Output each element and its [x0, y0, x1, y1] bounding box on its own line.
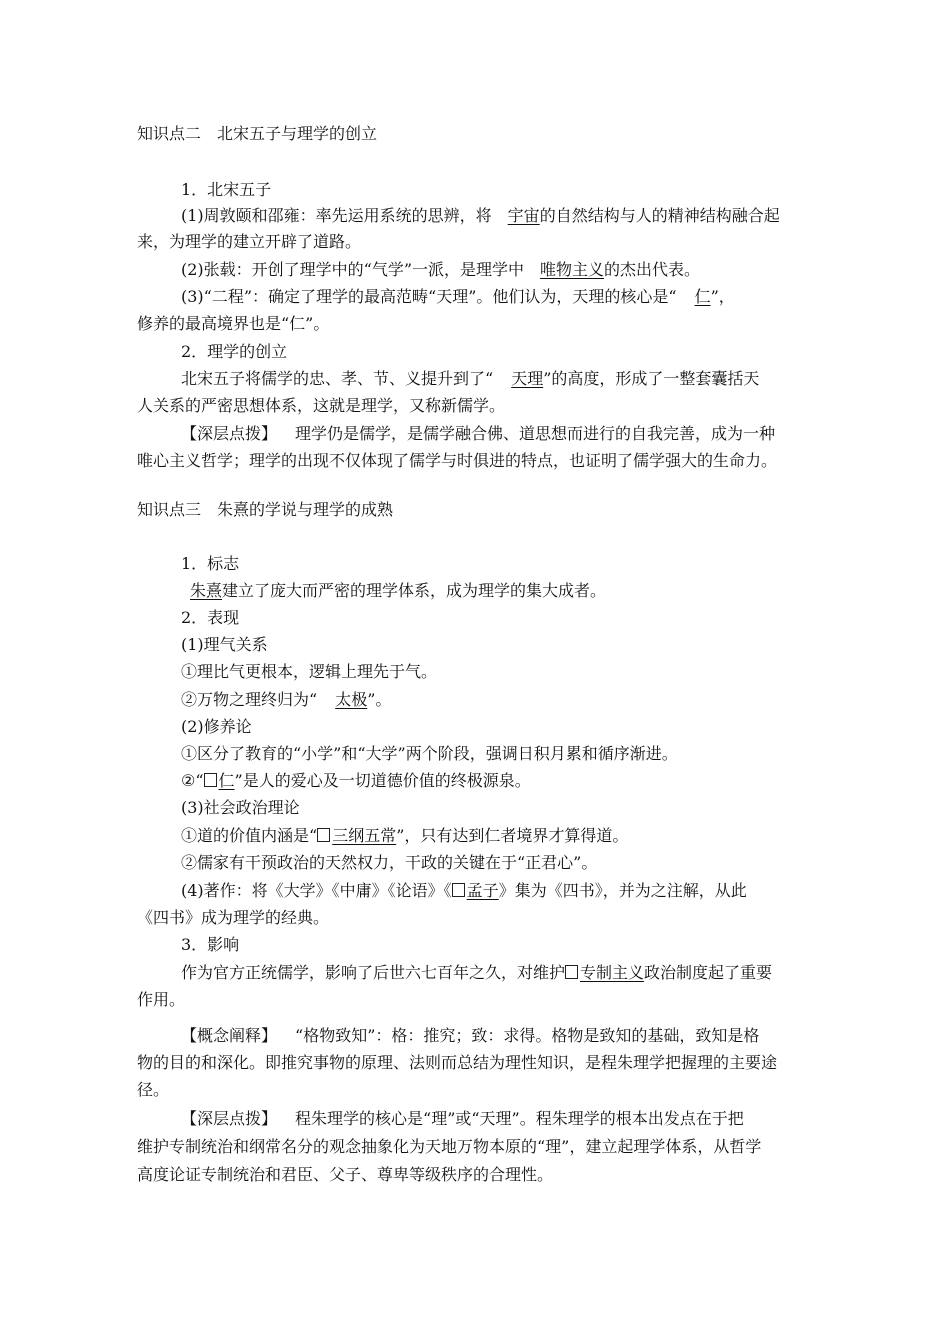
section3-item1-title: 1．标志 [181, 554, 240, 573]
section3-sub1-item1: ①理比气更根本，逻辑上理先于气。 [181, 662, 438, 681]
section2-item1-title: 1．北宋五子 [181, 180, 272, 199]
fill-blank-answer: 太极 [335, 690, 368, 709]
text: (2)张载：开创了理学中的“气学”一派，是理学中 [181, 260, 525, 279]
section2-p1-line2: 来，为理学的建立开辟了道路。 [137, 232, 362, 251]
checkbox-square-icon [317, 828, 330, 842]
section3-sub3: (3)社会政治理论 [181, 798, 300, 817]
section3-sub4-line1 [181, 880, 747, 902]
section3-item3-title: 3．影响 [181, 935, 240, 954]
section3-influence-line1 [181, 962, 772, 984]
text: (1)周敦颐和邵雍：率先运用系统的思辨，将 [181, 206, 492, 225]
section3-sub2-item1: ①区分了教育的“小学”和“大学”两个阶段，强调日积月累和循序渐进。 [181, 744, 678, 763]
text: 北宋五子将儒学的忠、孝、节、义提升到了“ [181, 369, 494, 388]
fill-blank-answer: 唯物主义 [540, 260, 605, 279]
text: ”，只有达到仁者境界才算得道。 [396, 826, 629, 845]
text: 程朱理学的核心是“理”或“天理”。程朱理学的根本出发点在于把 [295, 1109, 744, 1128]
section2-item2-title: 2．理学的创立 [181, 342, 288, 361]
text: ②万物之理终归为“ [181, 690, 318, 709]
section2-p3-line2: 修养的最高境界也是“仁”。 [137, 314, 330, 333]
fill-blank-answer: 仁 [694, 287, 711, 306]
deep-label: 【深层点拨】 [181, 424, 278, 443]
text: 的杰出代表。 [604, 260, 701, 279]
fill-blank-answer: 孟子 [466, 881, 499, 900]
text: 政治制度起了重要 [644, 963, 773, 982]
section2-deep-line2: 唯心主义哲学；理学的出现不仅体现了儒学与时俱进的特点，也证明了儒学强大的生命力。 [137, 451, 778, 470]
section2-p4-line2: 人关系的严密思想体系，这就是理学，又称新儒学。 [137, 396, 506, 415]
concept-label: 【概念阐释】 [181, 1026, 278, 1045]
section3-concept-line1 [181, 1025, 759, 1047]
text: (3)“二程”：确定了理学的最高范畴“天理”。他们认为，天理的核心是“ [181, 287, 677, 306]
section3-concept-line2: 物的目的和深化。即推究事物的原理、法则而总结为理性知识，是程朱理学把握理的主要途 [137, 1053, 778, 1072]
fill-blank-answer: 专制主义 [580, 963, 645, 982]
text: 建立了庞大而严密的理学体系，成为理学的集大成者。 [222, 581, 607, 600]
fill-blank-answer: 仁 [218, 771, 235, 790]
text: ②“ [181, 771, 204, 790]
deep-label: 【深层点拨】 [181, 1109, 278, 1128]
section3-influence-line2: 作用。 [137, 990, 186, 1009]
section2-p2 [181, 259, 700, 281]
section3-deep-line3: 高度论证专制统治和君臣、父子、尊卑等级秩序的合理性。 [137, 1165, 554, 1184]
section3-sub1-item2 [181, 689, 391, 711]
section2-p3-line1 [181, 286, 735, 308]
fill-blank-answer: 三纲五常 [332, 826, 397, 845]
section3-sub3-item1 [181, 825, 628, 847]
text: ”的高度，形成了一整套囊括天 [543, 369, 760, 388]
text: ①道的价值内涵是“ [181, 826, 318, 845]
section3-concept-line3: 径。 [137, 1080, 170, 1099]
section3-sub2-item2 [181, 770, 531, 792]
section3-deep-line2: 维护专制统治和纲常名分的观念抽象化为天地万物本原的“理”，建立起理学体系，从哲学 [137, 1137, 762, 1156]
text: ”。 [367, 690, 392, 709]
text: 理学仍是儒学，是儒学融合佛、道思想而进行的自我完善，成为一种 [295, 424, 776, 443]
checkbox-square-icon [452, 883, 465, 897]
text: 作为官方正统儒学，影响了后世六七百年之久，对维护 [181, 963, 566, 982]
section3-sub4-line2: 《四书》成为理学的经典。 [137, 908, 330, 927]
section3-deep-line1 [181, 1108, 744, 1130]
section2-p4-line1 [181, 368, 759, 390]
section3-sub3-item2: ②儒家有干预政治的天然权力，干政的关键在于“正君心”。 [181, 853, 598, 872]
section2-p1-line1 [181, 205, 780, 227]
section3-sub2: (2)修养论 [181, 717, 252, 736]
section3-s1 [190, 580, 606, 602]
section3-sub1: (1)理气关系 [181, 635, 268, 654]
section2-deep-line1 [181, 423, 775, 445]
fill-blank-answer: 天理 [511, 369, 544, 388]
fill-blank-answer: 宇宙 [507, 206, 540, 225]
checkbox-square-icon [204, 773, 217, 787]
section3-item2-title: 2．表现 [181, 608, 240, 627]
checkbox-square-icon [565, 965, 578, 979]
text: 》集为《四书》，并为之注解，从此 [498, 881, 747, 900]
fill-blank-answer: 朱熹 [190, 581, 223, 600]
section3-heading: 知识点三 朱熹的学说与理学的成熟 [137, 500, 394, 519]
text: ”是人的爱心及一切道德价值的终极源泉。 [234, 771, 531, 790]
text: ”， [710, 287, 735, 306]
text: “格物致知”：格：推究；致：求得。格物是致知的基础，致知是格 [295, 1026, 760, 1045]
section2-heading: 知识点二 北宋五子与理学的创立 [137, 124, 378, 143]
text: 的自然结构与人的精神结构融合起 [539, 206, 780, 225]
text: (4)著作：将《大学》《中庸》《论语》《 [181, 881, 452, 900]
